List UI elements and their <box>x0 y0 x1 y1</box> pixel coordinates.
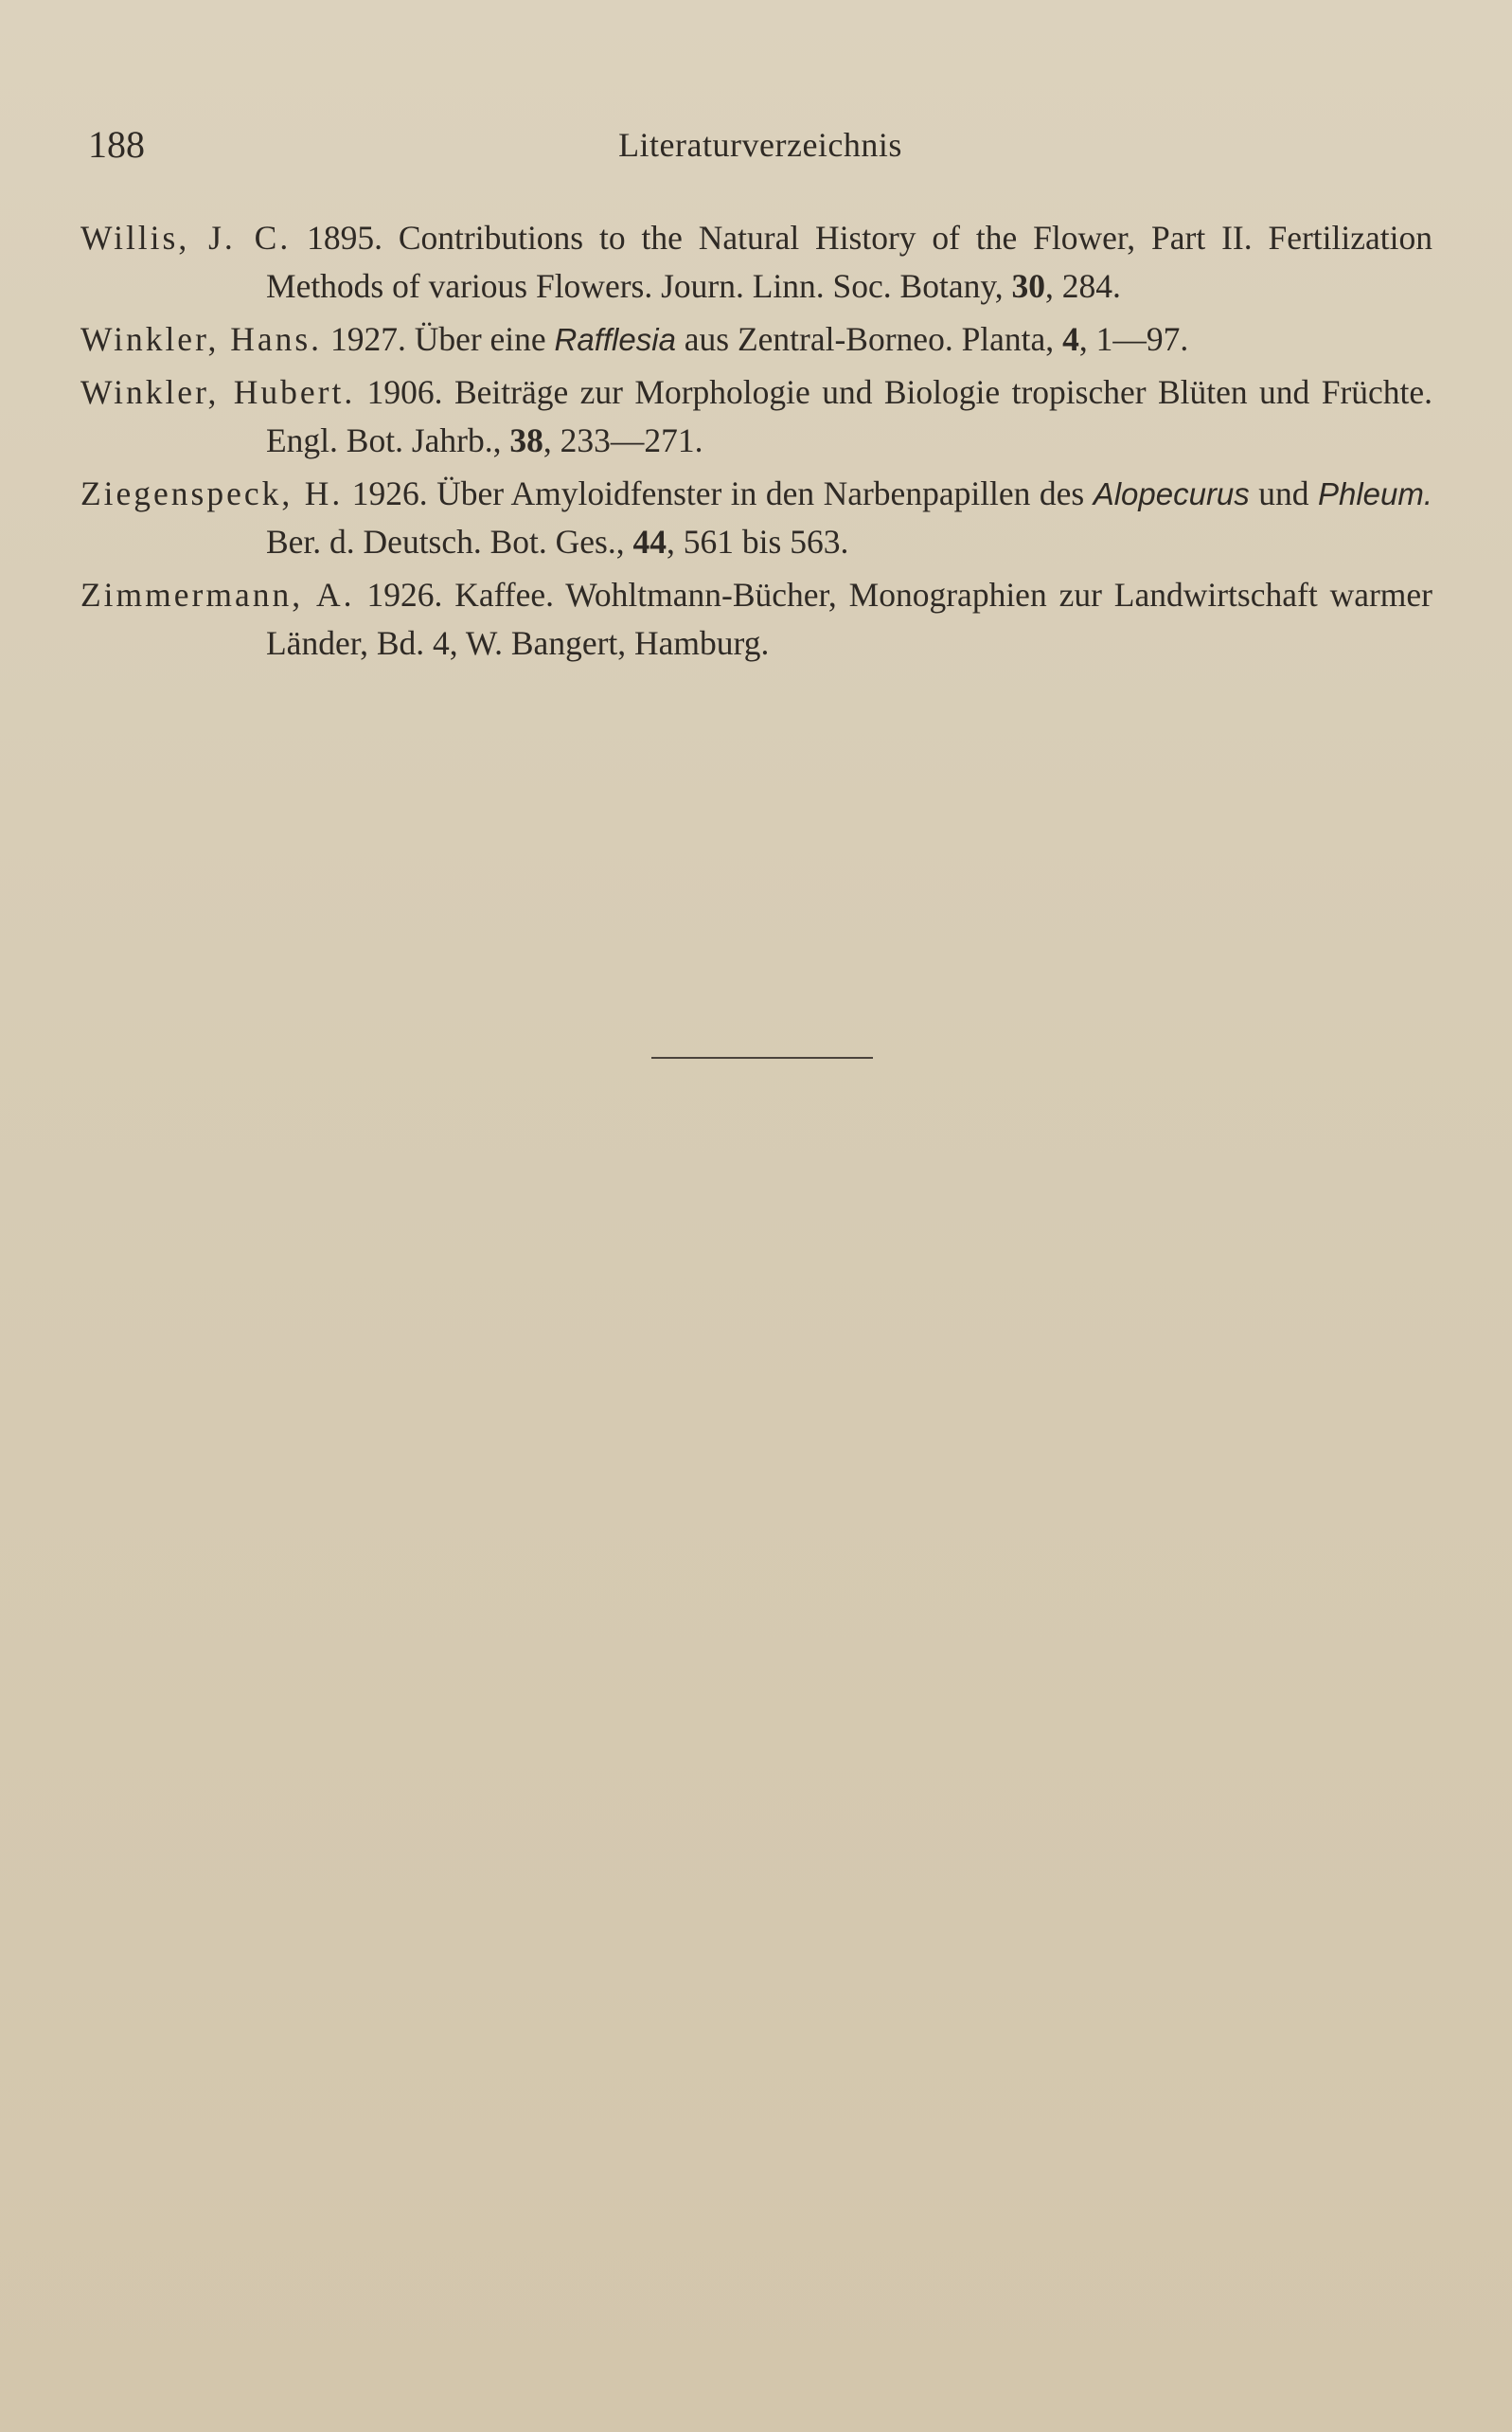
entry-text: und <box>1258 474 1309 512</box>
entry-author: Zimmermann, A. <box>80 576 355 614</box>
entry-volume: 44 <box>632 523 667 561</box>
entry-italic-taxon: Phleum. <box>1317 476 1433 511</box>
entry-pages: , 233—271. <box>543 421 703 459</box>
page-number: 188 <box>88 123 145 166</box>
entry-text: Über eine <box>414 320 546 358</box>
entry-text: Ber. d. Deutsch. Bot. Ges., <box>266 523 625 561</box>
entry-year: 1906. <box>366 373 443 411</box>
bibliography-entry-zimmermann <box>80 571 1432 668</box>
entry-year: 1927. <box>329 320 406 358</box>
entry-text: Beiträge zur Morphologie und Biologie tropischer Blüten und Früchte. Engl. Bot. Jahrb., <box>266 373 1433 459</box>
entry-author: Winkler, Hans. <box>80 320 323 358</box>
entry-italic-taxon: Rafflesia <box>554 322 676 357</box>
running-head: Literaturverzeichnis <box>618 126 902 164</box>
bibliography-entry-willis <box>80 214 1432 311</box>
entry-year: 1926. <box>366 576 443 614</box>
entry-year: 1895. <box>307 219 382 257</box>
entry-text: aus Zentral-Borneo. Planta, <box>684 320 1055 358</box>
entry-text: Contributions to the Natural History of the Flower, Part II. Fertilization Methods of various Flowers. Journ. Linn. Soc. Botany, <box>266 219 1432 305</box>
entry-author: Willis, J. C. <box>80 219 292 257</box>
bibliography-entry-winkler-hans <box>80 315 1432 364</box>
section-end-rule <box>651 1057 873 1059</box>
entry-author: Winkler, Hubert. <box>80 373 356 411</box>
entry-italic-taxon: Alopecurus <box>1093 476 1250 511</box>
page-header <box>88 118 1432 171</box>
entry-pages: , 1—97. <box>1078 320 1189 358</box>
entry-volume: 4 <box>1062 320 1079 358</box>
entry-pages: , 561 bis 563. <box>667 523 849 561</box>
entry-year: 1926. <box>351 474 428 512</box>
bibliography <box>80 214 1432 672</box>
entry-text: Kaffee. Wohltmann-Bücher, Monographien zur Landwirtschaft warmer Länder, Bd. 4, W. Bangert, Hamburg. <box>266 576 1432 662</box>
entry-volume: 38 <box>509 421 543 459</box>
entry-text: Über Amyloidfenster in den Narbenpapillen des <box>436 474 1085 512</box>
bibliography-entry-ziegenspeck <box>80 470 1432 566</box>
entry-pages: , 284. <box>1045 267 1121 305</box>
bibliography-entry-winkler-hubert <box>80 368 1432 465</box>
entry-volume: 30 <box>1011 267 1046 305</box>
entry-author: Ziegenspeck, H. <box>80 474 344 512</box>
